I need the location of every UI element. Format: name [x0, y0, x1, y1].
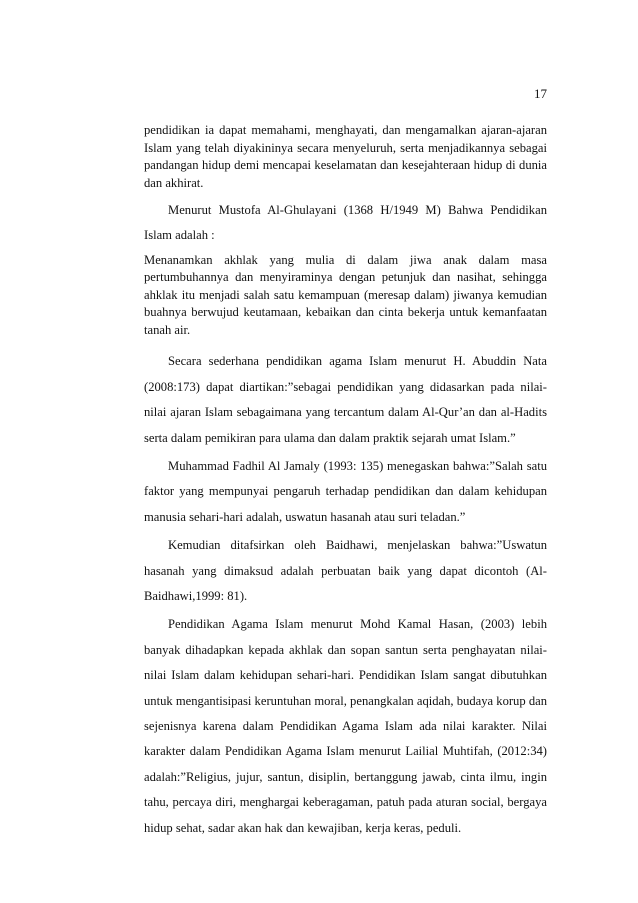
paragraph-continuation: pendidikan ia dapat memahami, menghayati, dan mengamalkan ajaran-ajaran Islam yang telah diyakininya secara menyeluruh, serta menjadikannya sebagai pandangan hidup demi mencapai keselamatan dan kesejahteraan hidup di dunia dan akhirat. [144, 123, 547, 190]
block-quote-ghulayani: Menanamkan akhlak yang mulia di dalam jiwa anak dalam masa pertumbuhannya dan menyiraminya dengan petunjuk dan nasihat, sehingga ahklak itu menjadi salah satu kemampuan (meresap dalam) jiwanya kemudian buahnya berwujud keutamaan, kebaikan dan cinta bekerja untuk kemanfaatan tanah air. [144, 252, 547, 337]
paragraph-baidhawi: Kemudian ditafsirkan oleh Baidhawi, menjelaskan bahwa:”Uswatun hasanah yang dimaksud adalah perbuatan baik yang dapat dicontoh (Al-Baidhawi,1999: 81). [144, 538, 547, 603]
paragraph-fadhil-al-jamaly: Muhammad Fadhil Al Jamaly (1993: 135) menegaskan bahwa:”Salah satu faktor yang mempunyai pengaruh terhadap pendidikan dan dalam kehidupan manusia sehari-hari adalah, uswatun hasanah atau suri teladan.” [144, 458, 547, 524]
page-number: 17 [534, 86, 547, 101]
paragraph-ghulayani-intro: Menurut Mustofa Al-Ghulayani (1368 H/1949 M) Bahwa Pendidikan Islam adalah : [144, 203, 547, 243]
paragraph-abuddin-nata: Secara sederhana pendidikan agama Islam menurut H. Abuddin Nata (2008:173) dapat diartikan:”sebagai pendidikan yang didasarkan pada nilai-nilai ajaran Islam sebagaimana yang tercantum dalam Al-Qur’an dan al-Hadits serta dalam pemikiran para ulama dan dalam praktik sejarah umat Islam.” [144, 354, 547, 445]
page-content [144, 122, 547, 841]
paragraph-kamal-hasan: Pendidikan Agama Islam menurut Mohd Kamal Hasan, (2003) lebih banyak dihadapkan kepada akhlak dan sopan santun serta penghayatan nilai-nilai Islam dalam kehidupan sehari-hari. Pendidikan Islam sangat dibutuhkan untuk mengantisipasi keruntuhan moral, penangkalan aqidah, budaya korup dan sejenisnya karena dalam Pendidikan Agama Islam ada nilai karakter. Nilai karakter dalam Pendidikan Agama Islam menurut Lailial Muhtifah, (2012:34) adalah:”Religius, jujur, santun, disiplin, bertanggung jawab, cinta ilmu, ingin tahu, percaya diri, menghargai keberagaman, patuh pada aturan social, bergaya hidup sehat, sadar akan hak dan kewajiban, kerja keras, peduli. [144, 617, 547, 835]
